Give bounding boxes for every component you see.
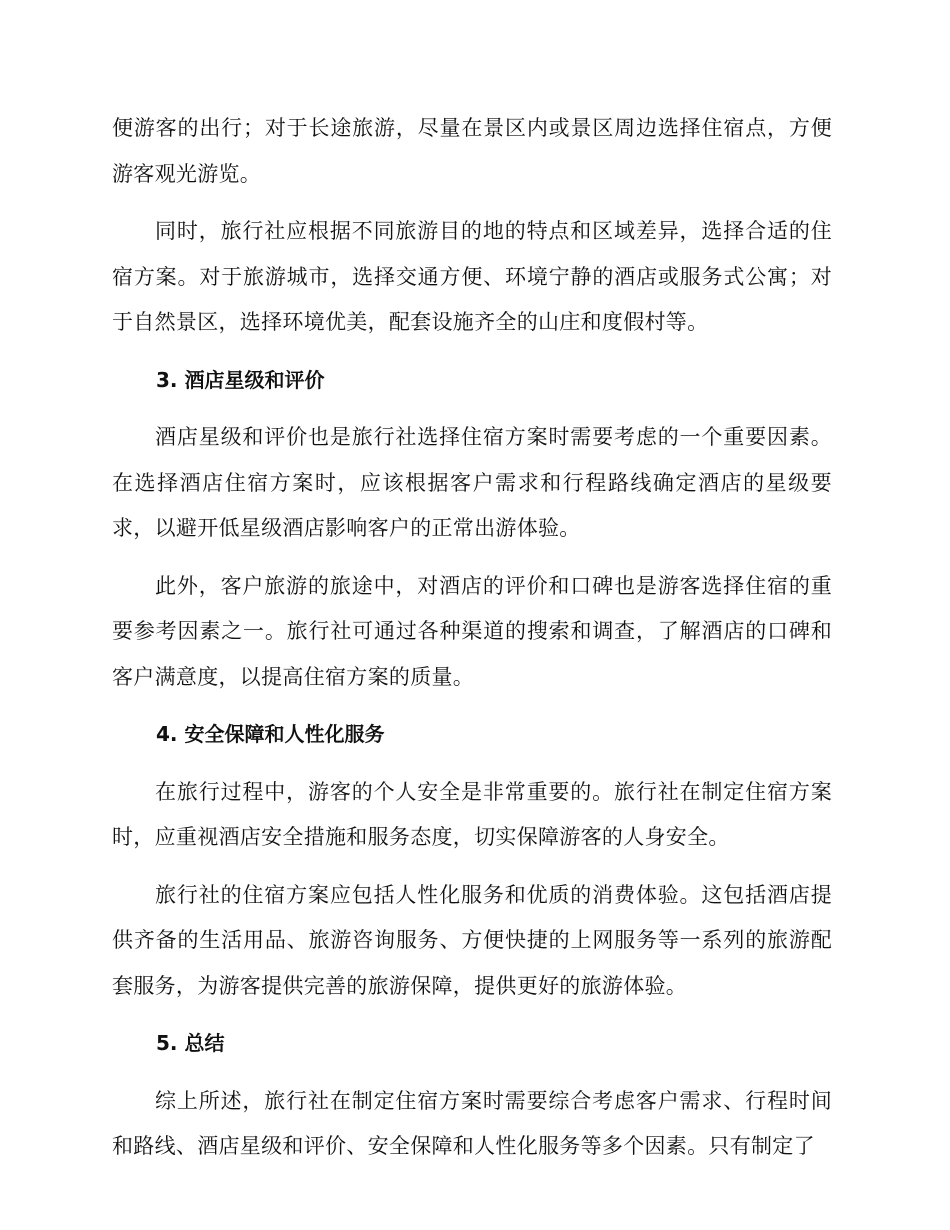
paragraph-humanized-service: 旅行社的住宿方案应包括人性化服务和优质的消费体验。这包括酒店提供齐备的生活用品、旅游咨询服务、方便快捷的上网服务等一系列的旅游配套服务，为游客提供完善的旅游保障，提供更好的旅游体验。 bbox=[112, 882, 832, 998]
paragraph-continuation: 便游客的出行；对于长途旅游，尽量在景区内或景区周边选择住宿点，方便游客观光游览。 bbox=[112, 116, 832, 186]
document-body bbox=[112, 106, 832, 1182]
section-heading-hotel-rating: 3. 酒店星级和评价 bbox=[156, 367, 325, 392]
section-heading-safety-service: 4. 安全保障和人性化服务 bbox=[156, 722, 385, 746]
section-heading-summary: 5. 总结 bbox=[156, 1031, 225, 1055]
paragraph-personal-safety: 在旅行过程中，游客的个人安全是非常重要的。旅行社在制定住宿方案时，应重视酒店安全措施和服务态度，切实保障游客的人身安全。 bbox=[112, 779, 832, 849]
paragraph-destination-differences: 同时，旅行社应根据不同旅游目的地的特点和区域差异，选择合适的住宿方案。对于旅游城市，选择交通方便、环境宁静的酒店或服务式公寓；对于自然景区，选择环境优美，配套设施齐全的山庄和度假村等。 bbox=[112, 219, 832, 334]
paragraph-hotel-star-rating: 酒店星级和评价也是旅行社选择住宿方案时需要考虑的一个重要因素。在选择酒店住宿方案时，应该根据客户需求和行程路线确定酒店的星级要求，以避开低星级酒店影响客户的正常出游体验。 bbox=[112, 425, 832, 540]
paragraph-summary: 综上所述，旅行社在制定住宿方案时需要综合考虑客户需求、行程时间和路线、酒店星级和评价、安全保障和人性化服务等多个因素。只有制定了 bbox=[112, 1088, 832, 1158]
paragraph-hotel-reputation: 此外，客户旅游的旅途中，对酒店的评价和口碑也是游客选择住宿的重要参考因素之一。旅行社可通过各种渠道的搜索和调查，了解酒店的口碑和客户满意度，以提高住宿方案的质量。 bbox=[112, 573, 832, 689]
